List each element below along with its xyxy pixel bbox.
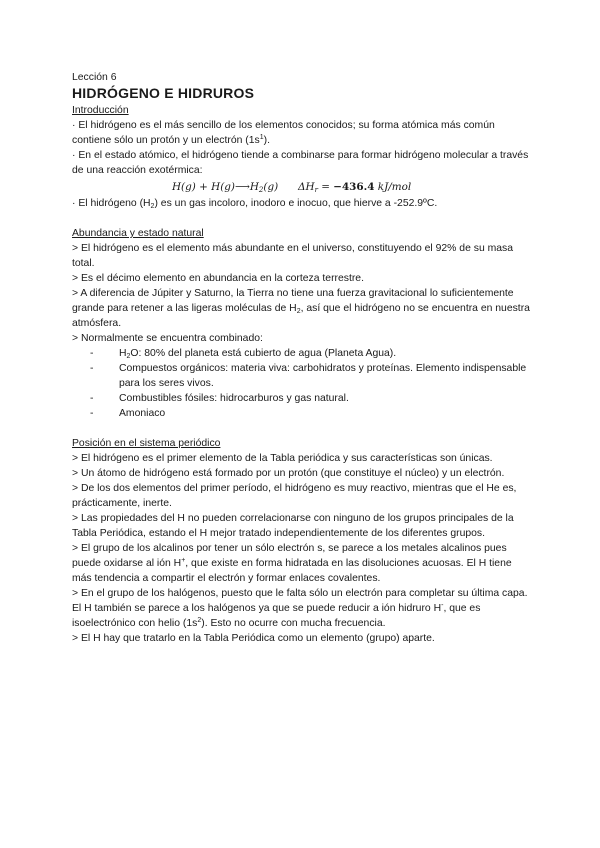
abundance-line-2: > Es el décimo elemento en abundancia en la corteza terrestre. [72,273,364,284]
page-title: HIDRÓGENO E HIDRUROS [72,85,255,101]
intro-heading: Introducción [72,105,129,116]
lesson-label: Lección 6 [72,72,117,83]
combined-forms-list [72,346,532,421]
position-line-3: > De los dos elementos del primer período, el hidrógeno es muy reactivo, mientras que el He es, prácticamente, inerte. [72,483,517,509]
list-item: - Amoniaco [90,408,166,419]
abundance-line-1: > El hidrógeno es el elemento más abundante en el universo, constituyendo el 92% de su masa total. [72,243,514,269]
position-line-5: > El grupo de los alcalinos por tener un sólo electrón s, se parece a los metales alcalinos pues puede oxidarse al ión H+, que existe en forma hidratada en las disoluciones acuosas. El H tiene más tendencia a compartir el electrón y formar enlaces covalentes. [72,543,512,584]
abundance-line-3: > A diferencia de Júpiter y Saturno, la Tierra no tiene una fuerza gravitacional lo suficientemente grande para retener a las ligeras moléculas de $H_2$, así que el hidrógeno no se encuentra en nuestra atmósfera. [72,288,530,329]
intro-paragraph-1: · El hidrógeno es el más sencillo de los elementos conocidos; su forma atómica más común contiene sólo un protón y un electrón $(1s^1)$. [72,120,495,146]
position-line-7: > El H hay que tratarlo en la Tabla Periódica como un elemento (grupo) aparte. [72,633,435,644]
position-line-2: > Un átomo de hidrógeno está formado por un protón (que constituye el núcleo) y un electrón. [72,468,505,479]
document-page [72,70,532,646]
position-line-4: > Las propiedades del H no pueden correlacionarse con ninguno de los grupos principales de la Tabla Periódica, estando el H mejor tratado independientemente de los diferentes grupos. [72,513,514,539]
position-line-1: > El hidrógeno es el primer elemento de la Tabla periódica y sus características son únicas. [72,453,493,464]
list-item: - Combustibles fósiles: hidrocarburos y gas natural. [90,393,349,404]
abundance-line-4: > Normalmente se encuentra combinado: [72,333,263,344]
intro-section [72,103,532,211]
position-line-6: > En el grupo de los halógenos, puesto que le falta sólo un electrón para completar su última capa. El H también se parece a los halógenos ya que se puede reducir a ión hidruro H-, que es isoelectrónico con helio $(1s^2)$. Esto no ocurre con mucha frecuencia. [72,588,528,629]
abundance-heading: Abundancia y estado natural [72,228,204,239]
list-item: - Compuestos orgánicos: materia viva: carbohidratos y proteínas. Elemento indispensable para los seres vivos. [90,363,527,389]
reaction-equation: $H(g) + H(g)⟶H_2(g)$ $\Delta H_r = -436.4$ kJ/mol [172,181,412,194]
intro-paragraph-2: · En el estado atómico, el hidrógeno tiende a combinarse para formar hidrógeno molecular a través de una reacción exotérmica: [72,150,529,176]
position-section [72,436,532,646]
list-item: - $H_2O$: 80% del planeta está cubierto de agua (Planeta Agua). [90,348,397,360]
position-heading: Posición en el sistema periódico [72,438,221,449]
abundance-section [72,226,532,421]
intro-paragraph-3: · El hidrógeno $(H_2)$ es un gas incoloro, inodoro e inocuo, que hierve a -252.9ºC. [72,198,438,210]
